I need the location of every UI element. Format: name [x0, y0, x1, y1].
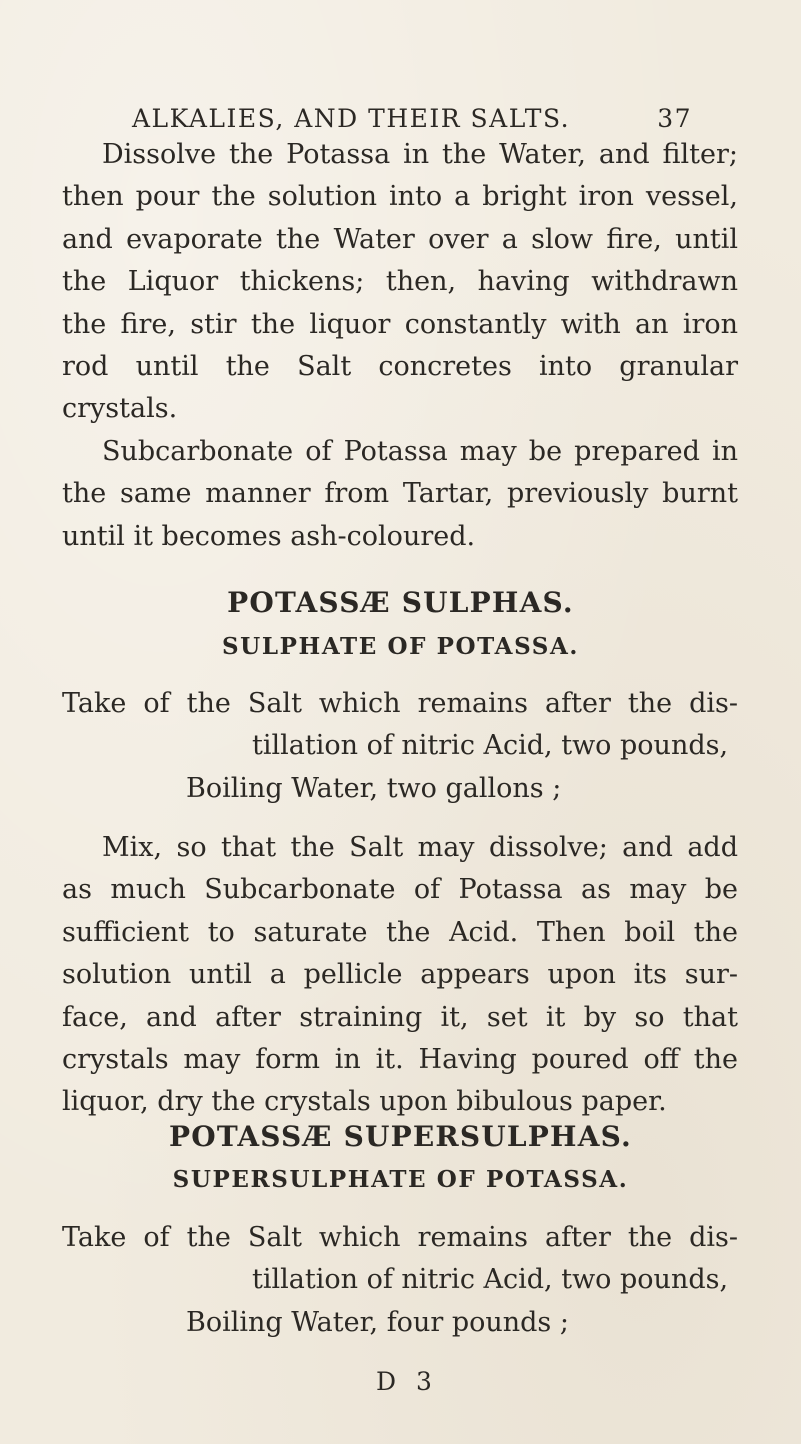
section-heading-potassae-sulphas: POTASSÆ SULPHAS.: [227, 586, 574, 619]
text-line: face, and after straining it, set it by so that: [62, 1001, 738, 1033]
page-number: 37: [657, 104, 692, 133]
recipe-supersulphate: [62, 1217, 738, 1344]
text-line: as much Subcarbonate of Potassa as may be: [62, 874, 738, 906]
text-line: Mix, so that the Salt may dissolve; and add: [102, 832, 738, 863]
paragraph-subcarbonate: [62, 431, 738, 558]
text-line: tillation of nitric Acid, two pounds,: [252, 1264, 729, 1296]
text-line: until it becomes ash-coloured.: [62, 520, 476, 552]
text-line: liquor, dry the crystals upon bibulous paper.: [62, 1086, 667, 1118]
running-head: [132, 104, 692, 133]
running-head-title: ALKALIES, AND THEIR SALTS.: [132, 104, 571, 133]
text-line: rod until the Salt concretes into granular: [62, 350, 738, 382]
text-line: Boiling Water, four pounds ;: [186, 1306, 569, 1338]
text-line: sufficient to saturate the Acid. Then boil the: [62, 916, 738, 948]
text-line: then pour the solution into a bright iron vessel,: [62, 181, 738, 213]
text-line: Subcarbonate of Potassa may be prepared in: [102, 436, 738, 467]
method-sulphate: [62, 827, 738, 1124]
text-line: the Liquor thickens; then, having withdrawn: [62, 266, 738, 298]
text-line: tillation of nitric Acid, two pounds,: [252, 730, 729, 762]
paragraph-dissolve: [62, 134, 738, 431]
text-line: Take of the Salt which remains after the dis-: [62, 688, 738, 719]
text-line: Take of the Salt which remains after the dis-: [62, 1222, 738, 1253]
text-line: and evaporate the Water over a slow fire, until: [62, 223, 738, 255]
text-line: Boiling Water, two gallons ;: [186, 772, 562, 804]
text-line: solution until a pellicle appears upon its sur-: [62, 959, 738, 991]
text-line: Dissolve the Potassa in the Water, and filter;: [102, 139, 738, 170]
signature-mark: D 3: [376, 1367, 438, 1396]
section-subheading-sulphate: SULPHATE OF POTASSA.: [221, 633, 580, 660]
recipe-sulphate: [62, 683, 738, 810]
section-heading-potassae-supersulphas: POTASSÆ SUPERSULPHAS.: [168, 1120, 633, 1153]
text-line: crystals.: [62, 393, 178, 425]
section-subheading-supersulphate: SUPERSULPHATE OF POTASSA.: [172, 1166, 629, 1193]
text-line: the fire, stir the liquor constantly with an iron: [62, 308, 738, 340]
text-line: crystals may form in it. Having poured off the: [62, 1043, 738, 1075]
text-line: the same manner from Tartar, previously burnt: [62, 478, 738, 510]
